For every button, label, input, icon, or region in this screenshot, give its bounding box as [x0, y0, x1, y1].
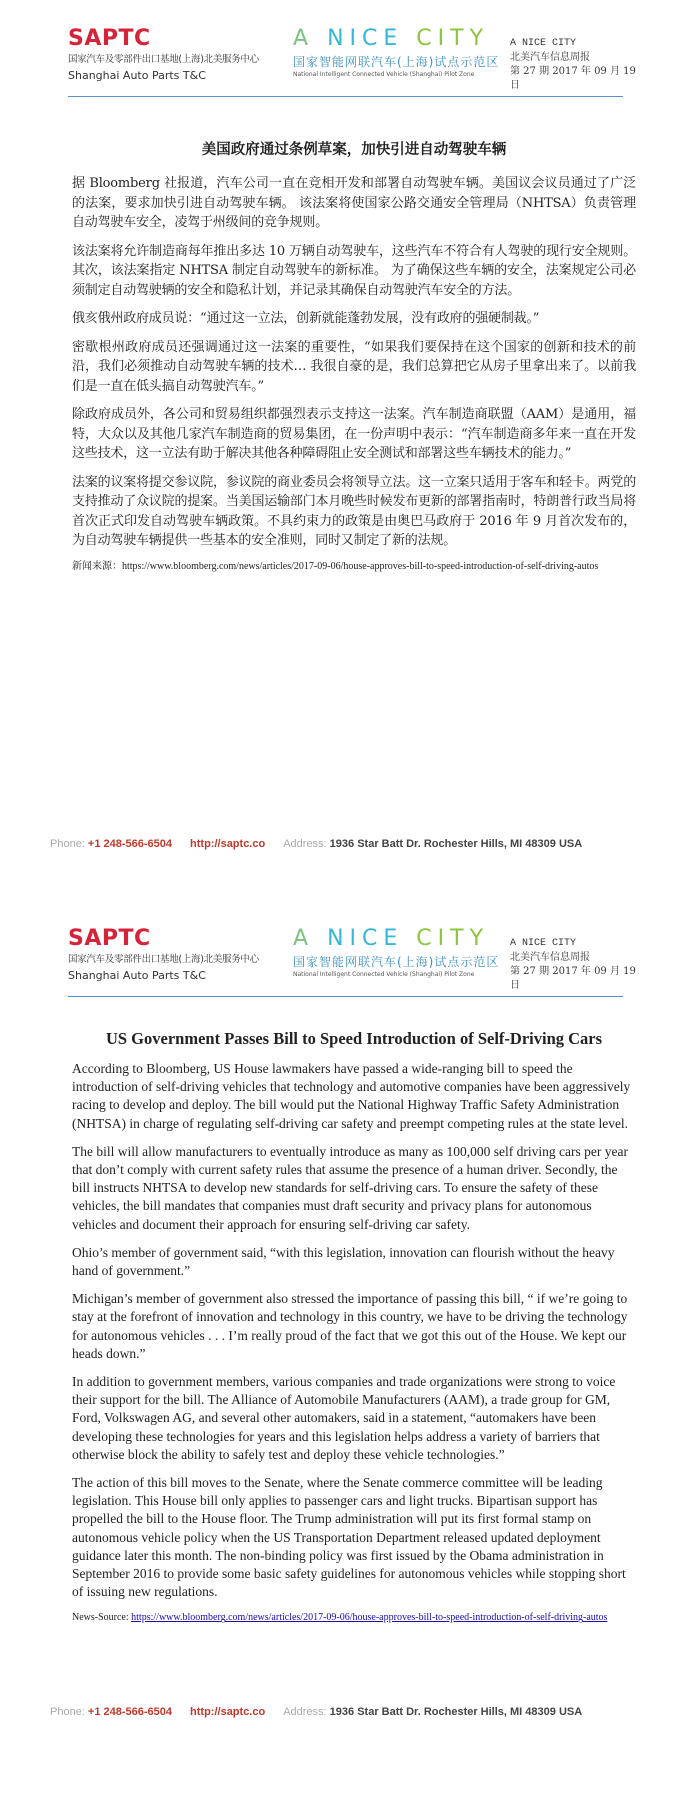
issue-brand: A NICE CITY — [510, 938, 577, 949]
news-source — [72, 560, 636, 574]
phone-label: Phone: — [50, 1706, 88, 1718]
anice-city-logo — [293, 927, 499, 979]
page-chinese — [0, 0, 700, 900]
article-paragraph: In addition to government members, various companies and trade organizations were strong to voice their support for the bill. The Alliance of Automobile Manufacturers (AAM), a trade group for GM, Ford, Volkswagen AG, and several other automakers, said in a statement, “automakers have been developing these technologies for years and this legislation helps address a variety of barriers that otherwise block the ability to safely test and deploy these vehicle technologies.” — [72, 1374, 616, 1462]
contact-footer — [50, 837, 582, 851]
news-source-label: 新闻来源： — [72, 560, 122, 572]
address-text: 1936 Star Batt Dr. Rochester Hills, MI 48309 USA — [329, 1706, 583, 1718]
article-title: US Government Passes Bill to Speed Introduction of Self-Driving Cars — [105, 1029, 603, 1048]
article-paragraph: 该法案将允许制造商每年推出多达 10 万辆自动驾驶车，这些汽车不符合有人驾驶的现行安全规则。 其次，该法案指定 NHTSA 制定自动驾驶车的新标准。 为了确保这些车辆的安全，法案规定公司必须制定自动驾驶辆的安全和隐私计划，并记录其确保自动驾驶汽车安全的方法。 — [72, 243, 636, 298]
page-english — [0, 900, 700, 1805]
article-paragraph: Michigan’s member of government also stressed the importance of passing this bill, “ if we’re going to stay at the forefront of innovation and technology in this country, we have to be driving the technology for autonomous vehicles . . . I’m really proud of the fact that we got this out of the House. We kept our heads down.” — [72, 1291, 628, 1361]
saptc-brand: SAPTC — [68, 926, 151, 951]
article-english — [72, 1028, 636, 1625]
contact-footer — [50, 1705, 582, 1719]
news-source-url[interactable]: https://www.bloomberg.com/news/articles/2017-09-06/house-approves-bill-to-speed-introduction-of-self-driving-autos — [122, 560, 599, 572]
anice-word-nice: NICE — [327, 26, 404, 51]
anice-letter-a: A — [293, 26, 315, 51]
website-link[interactable]: http://saptc.co — [190, 1706, 266, 1718]
saptc-english-name: Shanghai Auto Parts T&C — [68, 969, 206, 982]
phone-number[interactable]: +1 248-566-6504 — [87, 1706, 173, 1718]
news-source-link[interactable]: https://www.bloomberg.com/news/articles/2017-09-06/house-approves-bill-to-speed-introduction-of-self-driving-autos — [131, 1612, 608, 1624]
anice-word-nice: NICE — [327, 926, 404, 951]
issue-title: 北美汽车信息周报 — [510, 52, 590, 63]
issue-date: 第 27 期 2017 年 09 月 19 日 — [510, 966, 636, 991]
article-title: 美国政府通过条例草案，加快引进自动驾驶车辆 — [201, 141, 507, 158]
saptc-logo — [68, 27, 259, 82]
article-paragraph: 除政府成员外，各公司和贸易组织都强烈表示支持这一法案。汽车制造商联盟（AAM）是通用，福特，大众以及其他几家汽车制造商的贸易集团，在一份声明中表示：“汽车制造商多年来一直在开发这些技术，这一立法有助于解决其他各种障碍阻止安全测试和部署这些车辆技术的能力。” — [72, 407, 636, 461]
article-paragraph: The bill will allow manufacturers to eventually introduce as many as 100,000 self driving cars per year that don’t comply with current safety rules that assume the presence of a human driver. Secondly, the bill instructs NHTSA to develop new standards for self-driving cars. To ensure the safety of these vehicles, the bill mandates that companies must draft security and privacy plans for autonomous vehicles and document their approach for ensuring self-driving car safety. — [72, 1143, 628, 1232]
anice-city-logo — [293, 27, 499, 79]
article-paragraph: 密歇根州政府成员还强调通过这一法案的重要性，“如果我们要保持在这个国家的创新和技术的前沿，我们必须推动自动驾驶车辆的技术… 我很自豪的是，我们总算把它从房子里拿出来了。以前我们是一直在低头搞自动驾驶汽车。” — [72, 339, 636, 394]
saptc-brand: SAPTC — [68, 26, 151, 51]
anice-chinese-name: 国家智能网联汽车(上海)试点示范区 — [293, 55, 500, 69]
article-paragraph: Ohio’s member of government said, “with this legislation, innovation can flourish without the heavy hand of government.” — [72, 1244, 615, 1279]
anice-city-wordmark — [293, 27, 499, 51]
article-paragraph: According to Bloomberg, US House lawmakers have passed a wide-ranging bill to speed the introduction of self-driving vehicles that technology and automotive companies have been aggressively racing to develop and deploy. The bill would put the National Highway Traffic Safety Administration (NHTSA) in charge of regulating self-driving car safety and preempt competing rules at the state level. — [72, 1061, 631, 1131]
anice-english-name: National Intelligent Connected Vehicle (Shanghai) Pilot Zone — [293, 971, 475, 978]
issue-info — [510, 37, 648, 93]
phone-label: Phone: — [50, 838, 88, 850]
article-chinese — [72, 140, 636, 574]
issue-date: 第 27 期 2017 年 09 月 19 日 — [510, 66, 636, 91]
saptc-chinese-name: 国家汽车及零部件出口基地(上海)北美服务中心 — [68, 954, 259, 965]
address-label: Address: — [283, 1706, 330, 1718]
article-paragraph: 俄亥俄州政府成员说：“通过这一立法，创新就能蓬勃发展，没有政府的强硬制裁。” — [72, 311, 540, 326]
saptc-english-name: Shanghai Auto Parts T&C — [68, 69, 206, 82]
anice-chinese-name: 国家智能网联汽车(上海)试点示范区 — [293, 955, 500, 969]
website-link[interactable]: http://saptc.co — [190, 838, 266, 850]
newsletter-header — [68, 27, 648, 97]
anice-word-city: CITY — [416, 926, 490, 951]
address-label: Address: — [283, 838, 330, 850]
anice-english-name: National Intelligent Connected Vehicle (Shanghai) Pilot Zone — [293, 71, 475, 78]
anice-word-city: CITY — [416, 26, 490, 51]
news-source — [72, 1611, 636, 1625]
issue-info — [510, 937, 648, 993]
header-divider — [68, 96, 623, 97]
address-text: 1936 Star Batt Dr. Rochester Hills, MI 48309 USA — [329, 838, 583, 850]
news-source-label: News-Source: — [72, 1612, 132, 1624]
phone-number[interactable]: +1 248-566-6504 — [87, 838, 173, 850]
issue-brand: A NICE CITY — [510, 38, 577, 49]
article-paragraph: 据 Bloomberg 社报道，汽车公司一直在竞相开发和部署自动驾驶车辆。美国议会议员通过了广泛的法案，要求加快引进自动驾驶车辆。 该法案将使国家公路交通安全管理局（NHTSA）负责管理自动驾驶车安全，凌驾于州级间的竞争规则。 — [72, 176, 636, 230]
saptc-chinese-name: 国家汽车及零部件出口基地(上海)北美服务中心 — [68, 54, 259, 65]
issue-title: 北美汽车信息周报 — [510, 952, 590, 963]
anice-city-wordmark — [293, 927, 499, 951]
saptc-logo — [68, 927, 259, 982]
newsletter-header — [68, 927, 648, 997]
article-paragraph: 法案的议案将提交参议院，参议院的商业委员会将领导立法。这一立案只适用于客车和轻卡。两党的支持推动了众议院的提案。当美国运输部门本月晚些时候发布更新的部署指南时，特朗普行政当局将首次正式印发自动驾驶车辆政策。不具约束力的政策是由奥巴马政府于 2016 年 9 月首次发布的，为自动驾驶车辆提供一些基本的安全准则，同时又制定了新的法规。 — [72, 474, 636, 548]
article-paragraph: The action of this bill moves to the Senate, where the Senate commerce committee will be leading legislation. This House bill only applies to passenger cars and light trucks. Bipartisan support has propelled the bill to the House floor. The Trump administration will put its first formal stamp on autonomous vehicle policy when the US Transportation Department released updated deployment guidance later this month. The non-binding policy was first issued by the Obama administration in September 2016 to provide some basic safety guidelines for autonomous vehicles while stopping short of issuing new regulations. — [72, 1475, 626, 1600]
header-divider — [68, 996, 623, 997]
anice-letter-a: A — [293, 926, 315, 951]
